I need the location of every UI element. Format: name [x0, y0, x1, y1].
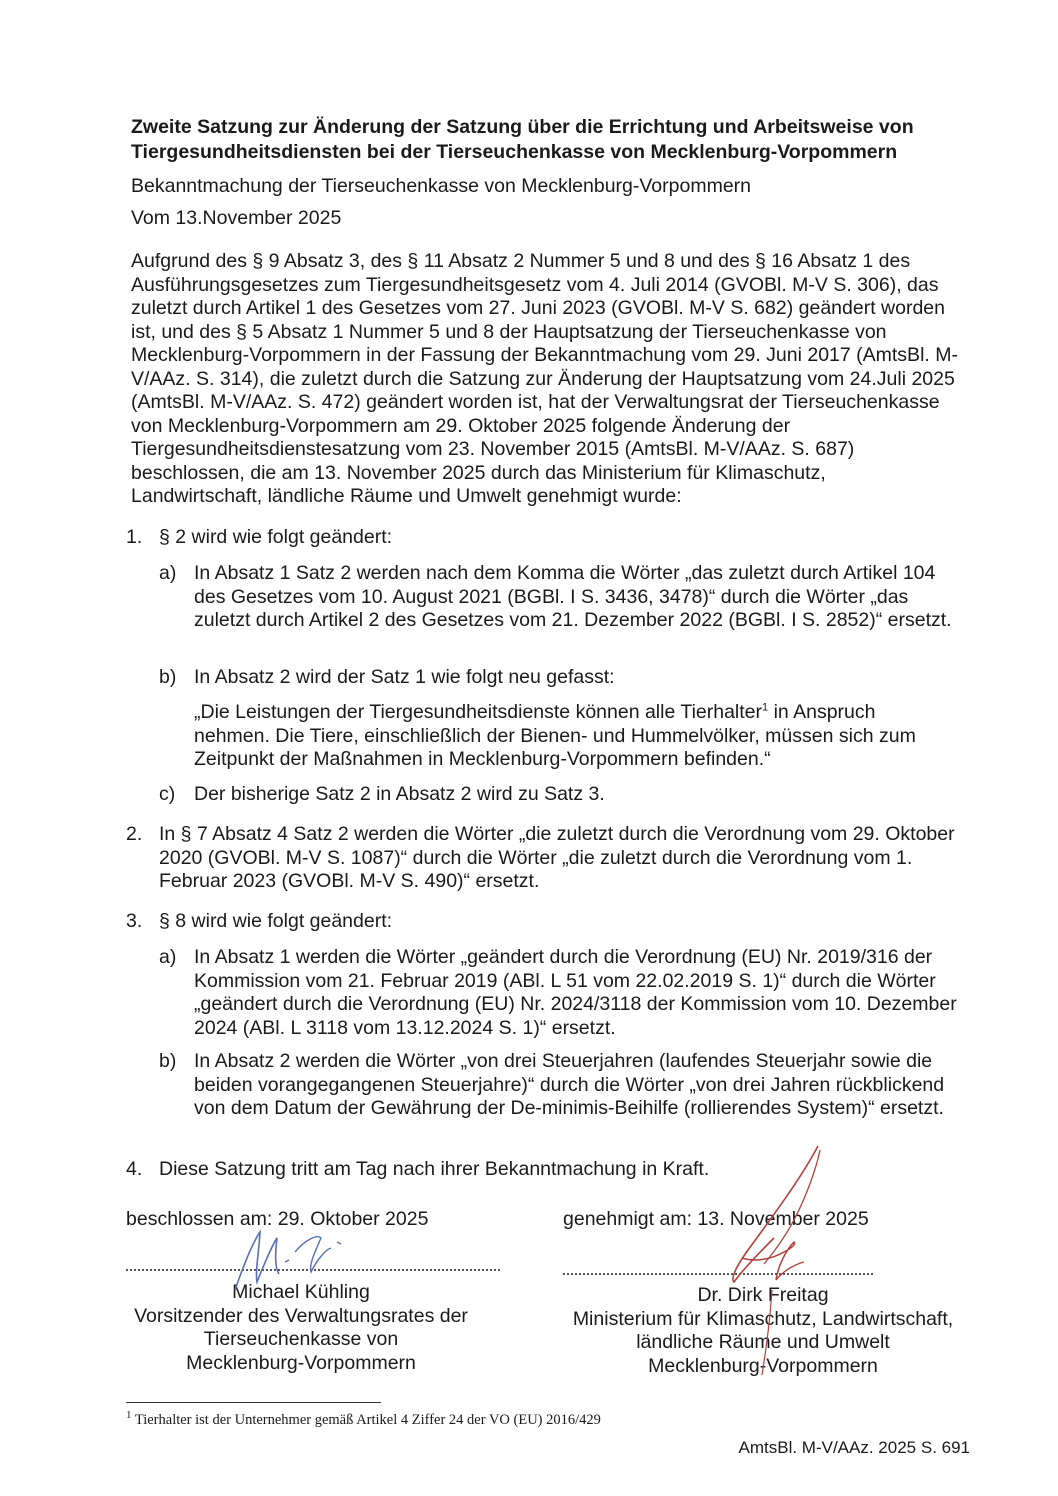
left-signatory-name: Michael Kühling [232, 1281, 370, 1303]
left-signatory-role-2: Tierseuchenkasse von [203, 1328, 399, 1350]
right-signatory-role-1: Ministerium für Klimaschutz, Landwirtschaft, [572, 1307, 954, 1330]
item-1b-label: b) [159, 666, 177, 688]
item-1b-text: In Absatz 2 wird der Satz 1 wie folgt neu gefasst: [194, 666, 615, 688]
item-3a-text: In Absatz 1 werden die Wörter „geändert durch die Verordnung (EU) Nr. 2019/316 der Kommission vom 21. Februar 2019 (ABl. L 51 vom 22.02.2019 S. 1)“ durch die Wörter „geändert durch die Verordnung (EU) Nr. 2024/3118 der Kommission vom 10. Dezember 2024 (ABl. L 3118 vom 13.12.2024 S. 1)“ ersetzt. [194, 946, 957, 1039]
preamble-paragraph: Aufgrund des § 9 Absatz 3, des § 11 Absatz 2 Nummer 5 und 8 und des § 16 Absatz 1 des Ausführungsgesetzes zum Tiergesundheitsgesetz vom 4. Juli 2014 (GVOBl. M-V S. 306), das zuletzt durch Artikel 1 des Gesetzes vom 27. Juni 2023 (GVOBl. M-V S. 682) geändert worden ist, und des § 5 Absatz 1 Nummer 5 und 8 der Hauptsatzung der Tierseuchenkasse von Mecklenburg-Vorpommern in der Fassung der Bekanntmachung vom 29. Juni 2017 (AmtsBl. M-V/AAz. S. 314), die zuletzt durch die Satzung zur Änderung der Hauptsatzung vom 24.Juli 2025 (AmtsBl. M-V/AAz. S. 472) geändert worden ist, hat der Verwaltungsrat der Tierseuchenkasse von Mecklenburg-Vorpommern am 29. Oktober 2025 folgende Änderung der Tiergesundheitsdienstesatzung vom 23. November 2015 (AmtsBl. M-V/AAz. S. 687) beschlossen, die am 13. November 2025 durch das Ministerium für Klimaschutz, Landwirtschaft, ländliche Räume und Umwelt genehmigt wurde: [131, 250, 958, 507]
right-signatory-name: Dr. Dirk Freitag [697, 1284, 829, 1306]
left-signatory-role-1: Vorsitzender des Verwaltungsrates der [134, 1304, 468, 1327]
item-3a-label: a) [159, 946, 177, 968]
item-1c-label: c) [159, 783, 176, 805]
item-1a-label: a) [159, 562, 177, 584]
item-1-number: 1. [126, 526, 143, 548]
item-4-text: Diese Satzung tritt am Tag nach ihrer Bekanntmachung in Kraft. [159, 1158, 710, 1180]
left-handwritten-signature [225, 1212, 355, 1302]
item-3b-label: b) [159, 1050, 177, 1072]
item-3-text: § 8 wird wie folgt geändert: [159, 910, 393, 932]
page-reference: AmtsBl. M-V/AAz. 2025 S. 691 [738, 1438, 970, 1457]
right-handwritten-signature [700, 1140, 840, 1380]
right-approval-date: genehmigt am: 13. November 2025 [563, 1208, 869, 1230]
footnote-reference: 1 [762, 701, 769, 714]
announcement-line: Bekanntmachung der Tierseuchenkasse von Mecklenburg-Vorpommern [131, 175, 752, 197]
footnote-text: Tierhalter ist der Unternehmer gemäß Artikel 4 Ziffer 24 der VO (EU) 2016/429 [131, 1412, 601, 1428]
item-1-text: § 2 wird wie folgt geändert: [159, 526, 393, 548]
quote-part-b: in Anspruch nehmen. Die Tiere, einschließlich der Bienen- und Hummelvölker, müssen sich zum Zeitpunkt der Maßnahmen in Mecklenburg-Vorpommern befinden.“ [194, 701, 916, 770]
right-signatory-role-2: ländliche Räume und Umwelt [636, 1331, 890, 1353]
footnote-separator [126, 1402, 381, 1403]
quote-part-a: „Die Leistungen der Tiergesundheitsdienste können alle Tierhalter [194, 701, 763, 723]
left-signatory-role-3: Mecklenburg-Vorpommern [186, 1351, 416, 1374]
issue-date: Vom 13.November 2025 [131, 207, 342, 229]
item-1b-quote [194, 701, 954, 772]
footnote-marker: 1 [126, 1409, 132, 1422]
item-2-number: 2. [126, 823, 143, 845]
right-signatory-role-3: Mecklenburg-Vorpommern [648, 1354, 878, 1377]
item-3b-text: In Absatz 2 werden die Wörter „von drei Steuerjahren (laufendes Steuerjahr sowie die beiden vorangegangenen Steuerjahre)“ durch die Wörter „von drei Jahren rückblickend von dem Datum der Gewährung der De-minimis-Beihilfe (rollierendes System)“ ersetzt. [194, 1050, 945, 1119]
item-1c-text: Der bisherige Satz 2 in Absatz 2 wird zu Satz 3. [194, 783, 605, 805]
footnote [126, 1411, 601, 1429]
item-3-number: 3. [126, 910, 143, 932]
item-4-number: 4. [126, 1158, 143, 1180]
item-2-text: In § 7 Absatz 4 Satz 2 werden die Wörter „die zuletzt durch die Verordnung vom 29. Oktober 2020 (GVOBl. M-V S. 1087)“ durch die Wörter „die zuletzt durch die Verordnung vom 1. Februar 2023 (GVOBl. M-V S. 490)“ ersetzt. [159, 823, 955, 892]
left-resolution-date: beschlossen am: 29. Oktober 2025 [126, 1208, 429, 1230]
item-1a-text: In Absatz 1 Satz 2 werden nach dem Komma die Wörter „das zuletzt durch Artikel 104 des Gesetzes vom 10. August 2021 (BGBl. I S. 3436, 3478)“ durch die Wörter „das zuletzt durch Artikel 2 des Gesetzes vom 21. Dezember 2022 (BGBl. I S. 2852)“ ersetzt. [194, 562, 952, 631]
document-title: Zweite Satzung zur Änderung der Satzung über die Errichtung und Arbeitsweise von Tiergesundheitsdiensten bei der Tierseuchenkasse von Mecklenburg-Vorpommern [131, 116, 914, 163]
